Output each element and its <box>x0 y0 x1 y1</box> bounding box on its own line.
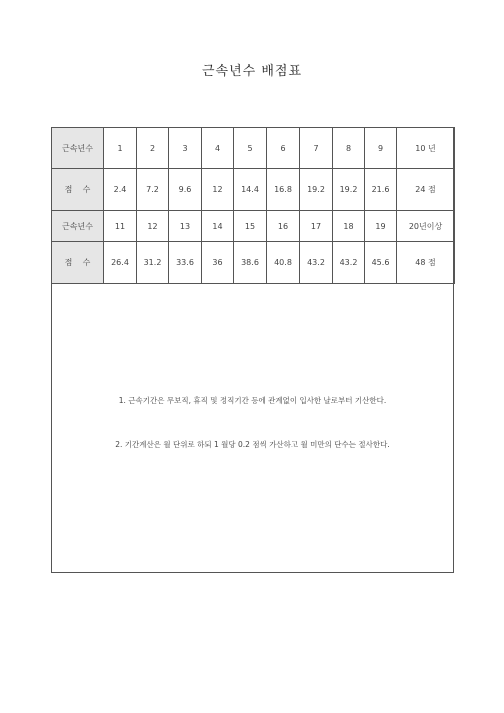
table-cell: 15 <box>234 211 267 242</box>
score-table <box>51 127 455 284</box>
note-item: 1. 근속기간은 무보직, 휴직 및 정직기간 등에 관계없이 입사한 날로부터 기산한다. <box>118 396 387 405</box>
table-cell: 45.6 <box>365 242 397 284</box>
table-cell: 21.6 <box>365 169 397 211</box>
table-cell: 1 <box>104 128 137 169</box>
table-row <box>52 169 455 211</box>
notes-section <box>51 395 454 483</box>
table-cell: 33.6 <box>169 242 202 284</box>
table-cell: 10 년 <box>397 128 455 169</box>
table-cell: 5 <box>234 128 267 169</box>
table-cell: 26.4 <box>104 242 137 284</box>
table-row <box>52 242 455 284</box>
row-header-score: 점 수 <box>52 242 104 284</box>
table-cell: 40.8 <box>267 242 300 284</box>
table-cell: 8 <box>333 128 365 169</box>
table-cell: 2 <box>137 128 169 169</box>
table-cell: 2.4 <box>104 169 137 211</box>
table-cell: 3 <box>169 128 202 169</box>
table-cell: 4 <box>202 128 234 169</box>
table-cell: 24 점 <box>397 169 455 211</box>
table-cell: 14 <box>202 211 234 242</box>
table-cell: 7 <box>300 128 333 169</box>
row-header-years: 근속년수 <box>52 128 104 169</box>
note-item: 2. 기간계산은 월 단위로 하되 1 월당 0.2 점씩 가산하고 월 미만의 단수는 절사한다. <box>115 440 390 449</box>
table-cell: 7.2 <box>137 169 169 211</box>
table-cell: 12 <box>137 211 169 242</box>
table-cell: 17 <box>300 211 333 242</box>
table-cell: 31.2 <box>137 242 169 284</box>
table-cell: 19 <box>365 211 397 242</box>
table-row <box>52 128 455 169</box>
table-cell: 9.6 <box>169 169 202 211</box>
table-cell: 43.2 <box>300 242 333 284</box>
table-cell: 11 <box>104 211 137 242</box>
table-cell: 19.2 <box>333 169 365 211</box>
table-cell: 20년이상 <box>397 211 455 242</box>
row-header-score: 점 수 <box>52 169 104 211</box>
table-cell: 36 <box>202 242 234 284</box>
table-cell: 19.2 <box>300 169 333 211</box>
table-cell: 43.2 <box>333 242 365 284</box>
table-cell: 14.4 <box>234 169 267 211</box>
table-cell: 38.6 <box>234 242 267 284</box>
document-title: 근속년수 배점표 <box>201 64 303 79</box>
table-cell: 16 <box>267 211 300 242</box>
table-row <box>52 211 455 242</box>
table-cell: 9 <box>365 128 397 169</box>
table-cell: 6 <box>267 128 300 169</box>
table-cell: 18 <box>333 211 365 242</box>
table-cell: 16.8 <box>267 169 300 211</box>
row-header-years: 근속년수 <box>52 211 104 242</box>
table-cell: 13 <box>169 211 202 242</box>
table-cell: 48 점 <box>397 242 455 284</box>
table-cell: 12 <box>202 169 234 211</box>
